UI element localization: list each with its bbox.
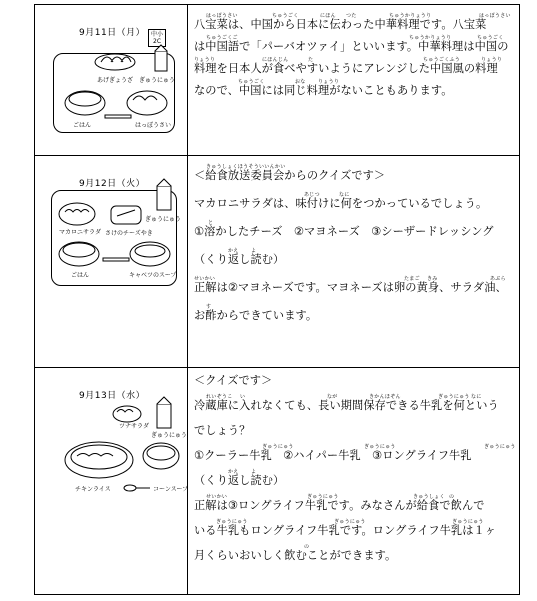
food-label: コーンスープ	[153, 486, 189, 493]
text-line: 料理を日本人が食べやすいようにアレンジした中国風の料理 りょうり にほんじん た ちゅうごくふう りょうり	[194, 62, 513, 75]
furigana: よ	[251, 248, 257, 254]
food-label: ぎゅうにゅう	[151, 432, 187, 439]
menu-illustration-day3	[35, 368, 188, 594]
furigana: きゅうしょくほうそういいんかい	[206, 164, 286, 170]
food-label: キャベツのスープ	[129, 272, 177, 279]
text-line: でしょう？	[194, 424, 251, 437]
text-line: 冷蔵庫に入れなくても、長い期間保存できる牛乳を何という れいぞうこ い なが きかんほぞん ぎゅうにゅう なに	[194, 399, 513, 412]
furigana: ぎゅうにゅう	[452, 519, 484, 525]
menu-illustration-day1	[35, 5, 188, 155]
furigana: ぎゅうにゅう	[484, 444, 516, 450]
furigana: ぎゅうにゅう	[438, 394, 470, 400]
food-label: ぎゅうにゅう	[139, 77, 175, 84]
text-line: ①クーラー牛乳 ②ハイパー牛乳 ③ロングライフ牛乳 ぎゅうにゅう ぎゅうにゅう ぎゅうにゅう	[194, 449, 513, 462]
food-label: あげぎょうざ	[97, 77, 134, 84]
text-line: （くり返し読む） かえ よ	[194, 253, 513, 266]
furigana: ちゅうごくご	[206, 35, 238, 41]
menu-description-day1	[188, 5, 519, 155]
menu-date: 9月13日（水）	[79, 391, 146, 401]
furigana: ぎゅうにゅう	[364, 444, 396, 450]
menu-date: 9月11日（月）	[79, 28, 146, 38]
furigana: た	[308, 57, 314, 63]
furigana: りょうり	[194, 57, 216, 63]
furigana: おな	[295, 79, 306, 85]
furigana: たまご	[404, 276, 420, 282]
menu-illustration-day2	[35, 156, 188, 367]
text-line: 月くらいおいしく飲むことができます。 の	[194, 549, 513, 562]
food-label: チキンライス	[75, 486, 111, 493]
text-line: は中国語で「パーバオツァイ」といいます。中華料理は中国の ちゅうごくご ちゅうかりょうり ちゅうごく	[194, 40, 513, 53]
furigana: ちゅうかりょうり	[409, 35, 452, 41]
furigana: ぎゅうにゅう	[307, 494, 339, 500]
furigana: きかんほぞん	[369, 394, 401, 400]
furigana: ちゅうごく	[272, 13, 299, 19]
furigana: かえ	[228, 469, 239, 475]
text-line: ＜クイズです＞	[194, 374, 273, 387]
furigana: ぎゅうにゅう	[262, 444, 294, 450]
furigana: よ	[251, 469, 257, 475]
furigana: つた	[346, 13, 357, 19]
furigana: ちゅうかりょうり	[389, 13, 432, 19]
furigana: かえ	[228, 248, 239, 254]
lunch-menu-table	[34, 4, 520, 595]
furigana: あじつ	[304, 192, 320, 198]
menu-row-day3	[35, 368, 519, 594]
food-label: はっぽうさい	[135, 122, 172, 129]
text-line: 正解は③ロングライフ牛乳です。みなさんが給食で飲んで せいかい ぎゅうにゅう きゅうしょく の	[194, 499, 513, 512]
text-line: なので、中国には同じ料理がないこともあります。 ちゅうごく おな りょうり	[194, 84, 513, 97]
furigana: せいかい	[206, 494, 228, 500]
menu-row-day1	[35, 5, 519, 156]
food-label: マカロニサラダ	[59, 229, 101, 236]
furigana: りょうり	[318, 79, 340, 85]
furigana: はっぽうさい	[206, 13, 238, 19]
furigana: きゅうしょく	[413, 494, 445, 500]
furigana: にほんじん	[262, 57, 289, 63]
text-line: お酢からできています。 す	[194, 309, 513, 322]
text-line: 八宝菜は、中国から日本に伝わった中華料理です。八宝菜 はっぽうさい ちゅうごく にほん つた ちゅうかりょうり はっぽうさい	[194, 18, 513, 31]
furigana: せいかい	[194, 276, 216, 282]
dish-illustration	[35, 368, 188, 594]
menu-description-day2	[188, 156, 519, 367]
furigana: ちゅうごく	[238, 79, 265, 85]
furigana: れいぞうこ	[206, 394, 233, 400]
food-label: ごはん	[71, 272, 90, 279]
text-line: 正解は②マヨネーズです。マヨネーズは卵の黄身、サラダ油、 せいかい たまご きみ あぶら	[194, 281, 513, 294]
furigana: りょうり	[481, 57, 503, 63]
furigana: い	[240, 394, 246, 400]
furigana: はっぽうさい	[479, 13, 511, 19]
furigana: ちゅうごくふう	[423, 57, 461, 63]
furigana: なに	[471, 394, 482, 400]
furigana: にほん	[320, 13, 336, 19]
furigana: す	[206, 304, 212, 310]
food-label: ツナサラダ	[119, 423, 149, 430]
food-label: ぎゅうにゅう	[145, 216, 181, 223]
furigana: の	[304, 544, 310, 550]
furigana: ちゅうごく	[477, 35, 504, 41]
furigana: ぎゅうにゅう	[216, 519, 248, 525]
furigana: なが	[327, 394, 338, 400]
badge: 中小 2C	[148, 29, 166, 47]
dish-illustration	[35, 156, 188, 368]
furigana: あぶら	[490, 276, 506, 282]
text-line: ①溶かしたチーズ ②マヨネーズ ③シーザードレッシング と	[194, 225, 513, 238]
furigana: きみ	[427, 276, 438, 282]
furigana: ぎゅうにゅう	[334, 519, 366, 525]
furigana: と	[208, 220, 214, 226]
menu-date: 9月12日（火）	[79, 179, 146, 189]
furigana: の	[449, 494, 455, 500]
text-line: マカロニサラダは、味付けに何をつかっているでしょう。 あじつ なに	[194, 197, 513, 210]
menu-description-day3	[188, 368, 519, 594]
furigana: なに	[339, 192, 350, 198]
menu-row-day2	[35, 156, 519, 368]
text-line: いる牛乳もロングライフ牛乳です。ロングライフ牛乳は１ヶ ぎゅうにゅう ぎゅうにゅう ぎゅうにゅう	[194, 524, 513, 537]
text-line: （くり返し読む） かえ よ	[194, 474, 513, 487]
text-line: ＜給食放送委員会からのクイズです＞ きゅうしょくほうそういいんかい	[194, 169, 513, 182]
food-label: さけのチーズやき	[105, 230, 153, 237]
food-label: ごはん	[73, 122, 92, 129]
